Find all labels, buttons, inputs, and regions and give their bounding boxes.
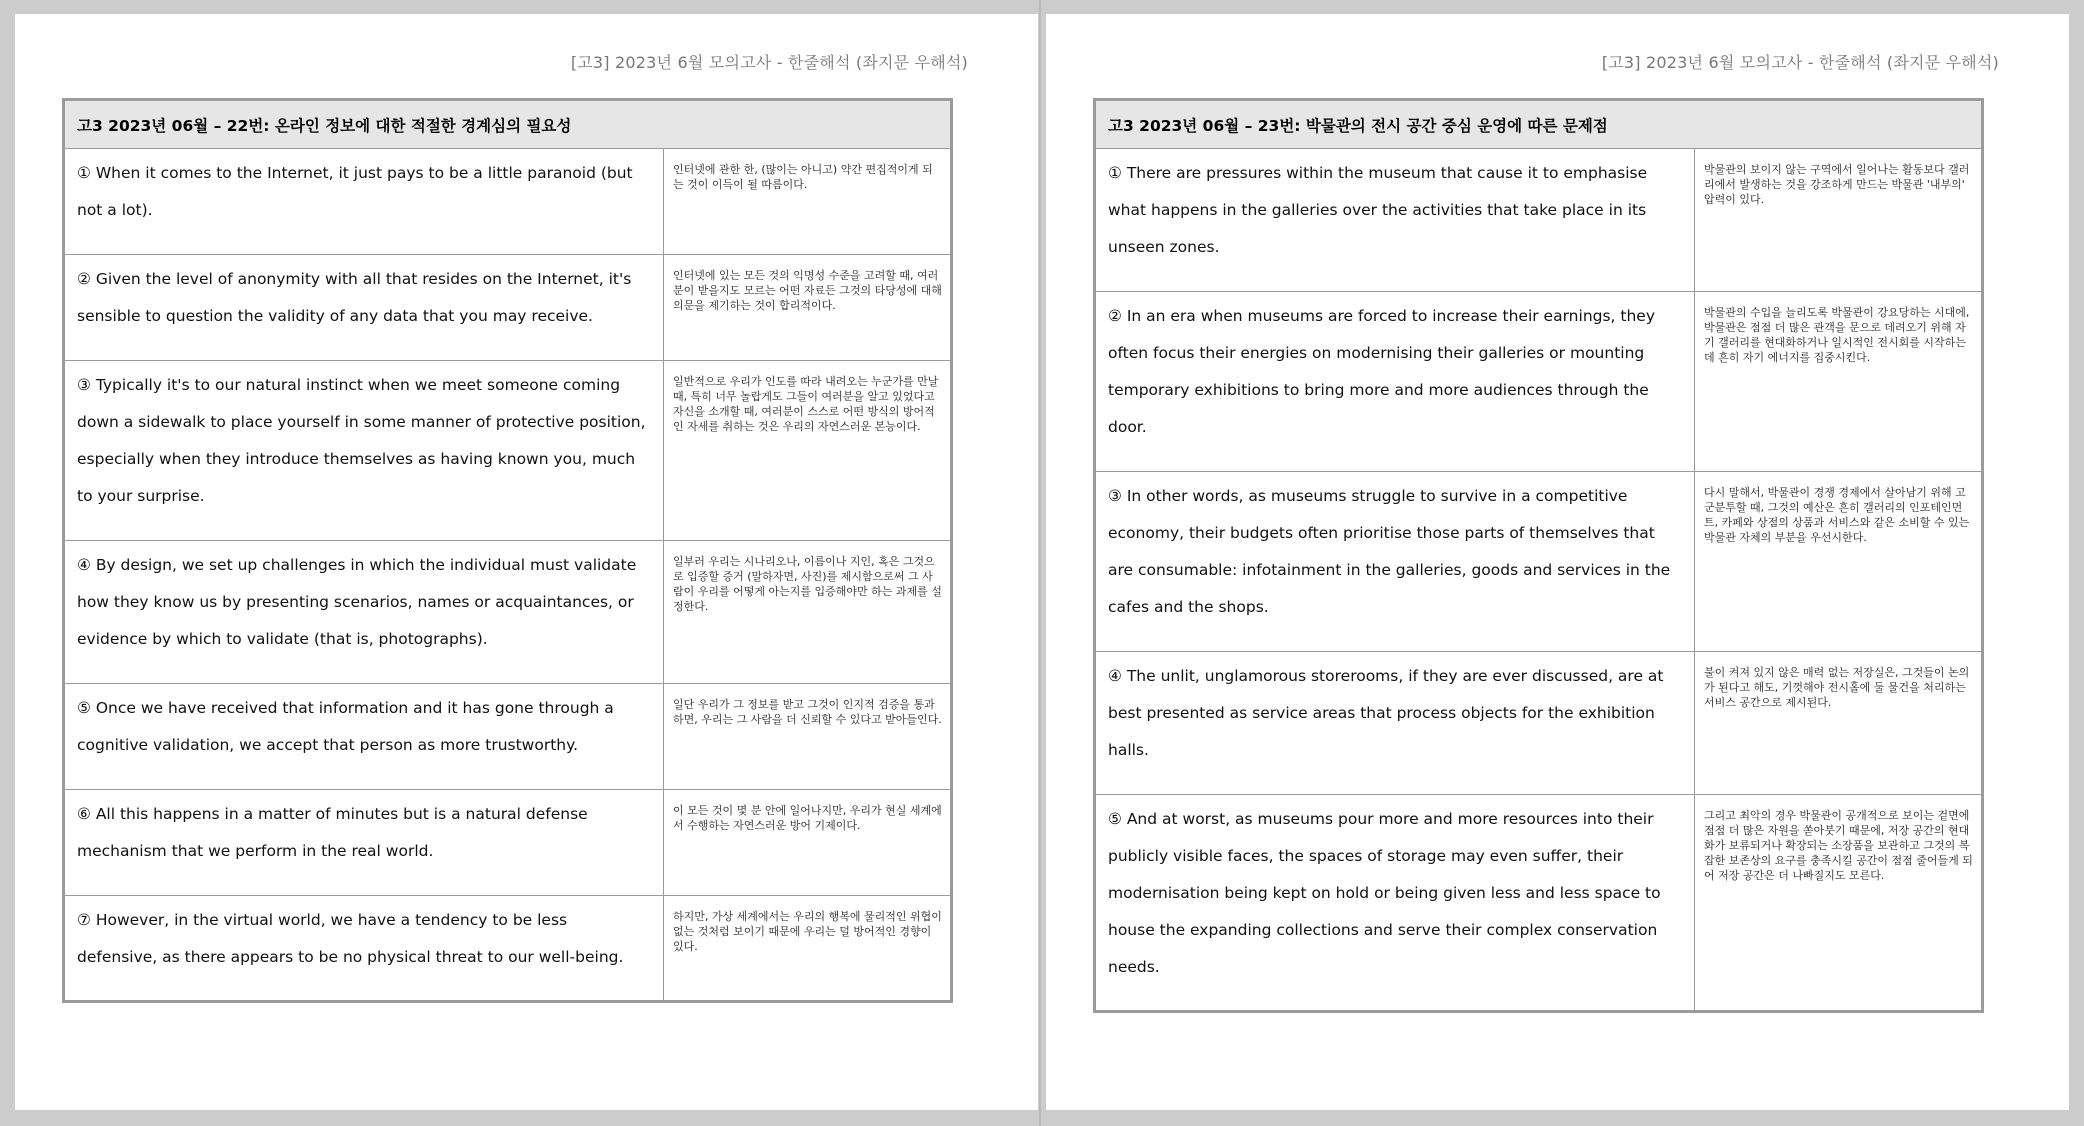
- table-row: [1095, 652, 1983, 795]
- english-sentence: ⑤ Once we have received that information and it has gone through a cognitive validation, we accept that person as more trustworthy.: [64, 684, 664, 790]
- table-row: [64, 255, 952, 361]
- passage-table-23: [1093, 98, 1984, 1013]
- table-title: 고3 2023년 06월 – 23번: 박물관의 전시 공간 중심 운영에 따른 문제점: [1095, 100, 1983, 149]
- left-page: [15, 14, 1038, 1110]
- english-sentence: ④ By design, we set up challenges in which the individual must validate how they know us by presenting scenarios, names or acquaintances, or evidence by which to validate (that is, photographs).: [64, 541, 664, 684]
- english-sentence: ② In an era when museums are forced to increase their earnings, they often focus their energies on modernising their galleries or mounting temporary exhibitions to bring more and more audiences through the door.: [1095, 292, 1695, 472]
- table-title: 고3 2023년 06월 – 22번: 온라인 정보에 대한 적절한 경계심의 필요성: [64, 100, 952, 149]
- korean-translation: 다시 말해서, 박물관이 경쟁 경제에서 살아남기 위해 고군분투할 때, 그것의 예산은 흔히 갤러리의 인포테인먼트, 카페와 상점의 상품과 서비스와 같은 소비할 수 있는 박물관 자체의 부분을 우선시한다.: [1695, 472, 1983, 652]
- korean-translation: 그리고 최악의 경우 박물관이 공개적으로 보이는 겉면에 점점 더 많은 자원을 쏟아붓기 때문에, 저장 공간의 현대화가 보류되거나 확장되는 소장품을 보관하고 그것의 복잡한 보존상의 요구를 충족시킬 공간이 점점 줄어들게 되어 저장 공간은 더 나빠질지도 모른다.: [1695, 795, 1983, 1012]
- korean-translation: 박물관의 수입을 늘리도록 박물관이 강요당하는 시대에, 박물관은 점점 더 많은 관객을 문으로 데려오기 위해 자기 갤러리를 현대화하거나 일시적인 전시회를 시작하는 데 흔히 자기 에너지를 집중시킨다.: [1695, 292, 1983, 472]
- english-sentence: ⑥ All this happens in a matter of minutes but is a natural defense mechanism that we perform in the real world.: [64, 790, 664, 896]
- english-sentence: ① There are pressures within the museum that cause it to emphasise what happens in the galleries over the activities that take place in its unseen zones.: [1095, 149, 1695, 292]
- table-row: [64, 790, 952, 896]
- table-row: [1095, 292, 1983, 472]
- english-sentence: ⑦ However, in the virtual world, we have a tendency to be less defensive, as there appears to be no physical threat to our well-being.: [64, 896, 664, 1002]
- korean-translation: 일단 우리가 그 정보를 받고 그것이 인지적 검증을 통과하면, 우리는 그 사람을 더 신뢰할 수 있다고 받아들인다.: [664, 684, 952, 790]
- table-row: [64, 541, 952, 684]
- korean-translation: 일부러 우리는 시나리오나, 이름이나 지인, 혹은 그것으로 입증할 증거 (말하자면, 사진)를 제시함으로써 그 사람이 우리를 어떻게 아는지를 입증해야만 하는 과제를 설정한다.: [664, 541, 952, 684]
- english-sentence: ③ In other words, as museums struggle to survive in a competitive economy, their budgets often prioritise those parts of themselves that are consumable: infotainment in the galleries, goods and services in the cafes and the shops.: [1095, 472, 1695, 652]
- table-title-row: [64, 100, 952, 149]
- right-page: [1046, 14, 2069, 1110]
- korean-translation: 불이 켜져 있지 않은 매력 없는 저장실은, 그것들이 논의가 된다고 해도, 기껏해야 전시홀에 둘 물건을 처리하는 서비스 공간으로 제시된다.: [1695, 652, 1983, 795]
- english-sentence: ③ Typically it's to our natural instinct when we meet someone coming down a sidewalk to place yourself in some manner of protective position, especially when they introduce themselves as having known you, much to your surprise.: [64, 361, 664, 541]
- table-row: [64, 684, 952, 790]
- english-sentence: ② Given the level of anonymity with all that resides on the Internet, it's sensible to question the validity of any data that you may receive.: [64, 255, 664, 361]
- korean-translation: 박물관의 보이지 않는 구역에서 일어나는 활동보다 갤러리에서 발생하는 것을 강조하게 만드는 박물관 '내부의' 압력이 있다.: [1695, 149, 1983, 292]
- korean-translation: 이 모든 것이 몇 분 안에 일어나지만, 우리가 현실 세계에서 수행하는 자연스러운 방어 기제이다.: [664, 790, 952, 896]
- table-row: [1095, 795, 1983, 1012]
- table-row: [64, 361, 952, 541]
- english-sentence: ⑤ And at worst, as museums pour more and more resources into their publicly visible faces, the spaces of storage may even suffer, their modernisation being kept on hold or being given less and less space to house the expanding collections and serve their complex conservation needs.: [1095, 795, 1695, 1012]
- korean-translation: 인터넷에 관한 한, (많이는 아니고) 약간 편집적이게 되는 것이 이득이 될 따름이다.: [664, 149, 952, 255]
- page-header: [고3] 2023년 6월 모의고사 - 한줄해석 (좌지문 우해석): [1601, 53, 1999, 72]
- english-sentence: ④ The unlit, unglamorous storerooms, if they are ever discussed, are at best presented as service areas that process objects for the exhibition halls.: [1095, 652, 1695, 795]
- page-divider: [1039, 0, 1041, 1126]
- korean-translation: 하지만, 가상 세계에서는 우리의 행복에 물리적인 위협이 없는 것처럼 보이기 때문에 우리는 덜 방어적인 경향이 있다.: [664, 896, 952, 1002]
- page-header: [고3] 2023년 6월 모의고사 - 한줄해석 (좌지문 우해석): [570, 53, 968, 72]
- korean-translation: 인터넷에 있는 모든 것의 익명성 수준을 고려할 때, 여러분이 받을지도 모르는 어떤 자료든 그것의 타당성에 대해 의문을 제기하는 것이 합리적이다.: [664, 255, 952, 361]
- table-row: [1095, 149, 1983, 292]
- table-row: [64, 149, 952, 255]
- english-sentence: ① When it comes to the Internet, it just pays to be a little paranoid (but not a lot).: [64, 149, 664, 255]
- table-row: [64, 896, 952, 1002]
- passage-table-22: [62, 98, 953, 1003]
- table-row: [1095, 472, 1983, 652]
- table-title-row: [1095, 100, 1983, 149]
- korean-translation: 일반적으로 우리가 인도를 따라 내려오는 누군가를 만날 때, 특히 너무 놀랍게도 그들이 여러분을 알고 있었다고 자신을 소개할 때, 여러분이 스스로 어떤 방식의 방어적인 자세를 취하는 것은 우리의 자연스러운 본능이다.: [664, 361, 952, 541]
